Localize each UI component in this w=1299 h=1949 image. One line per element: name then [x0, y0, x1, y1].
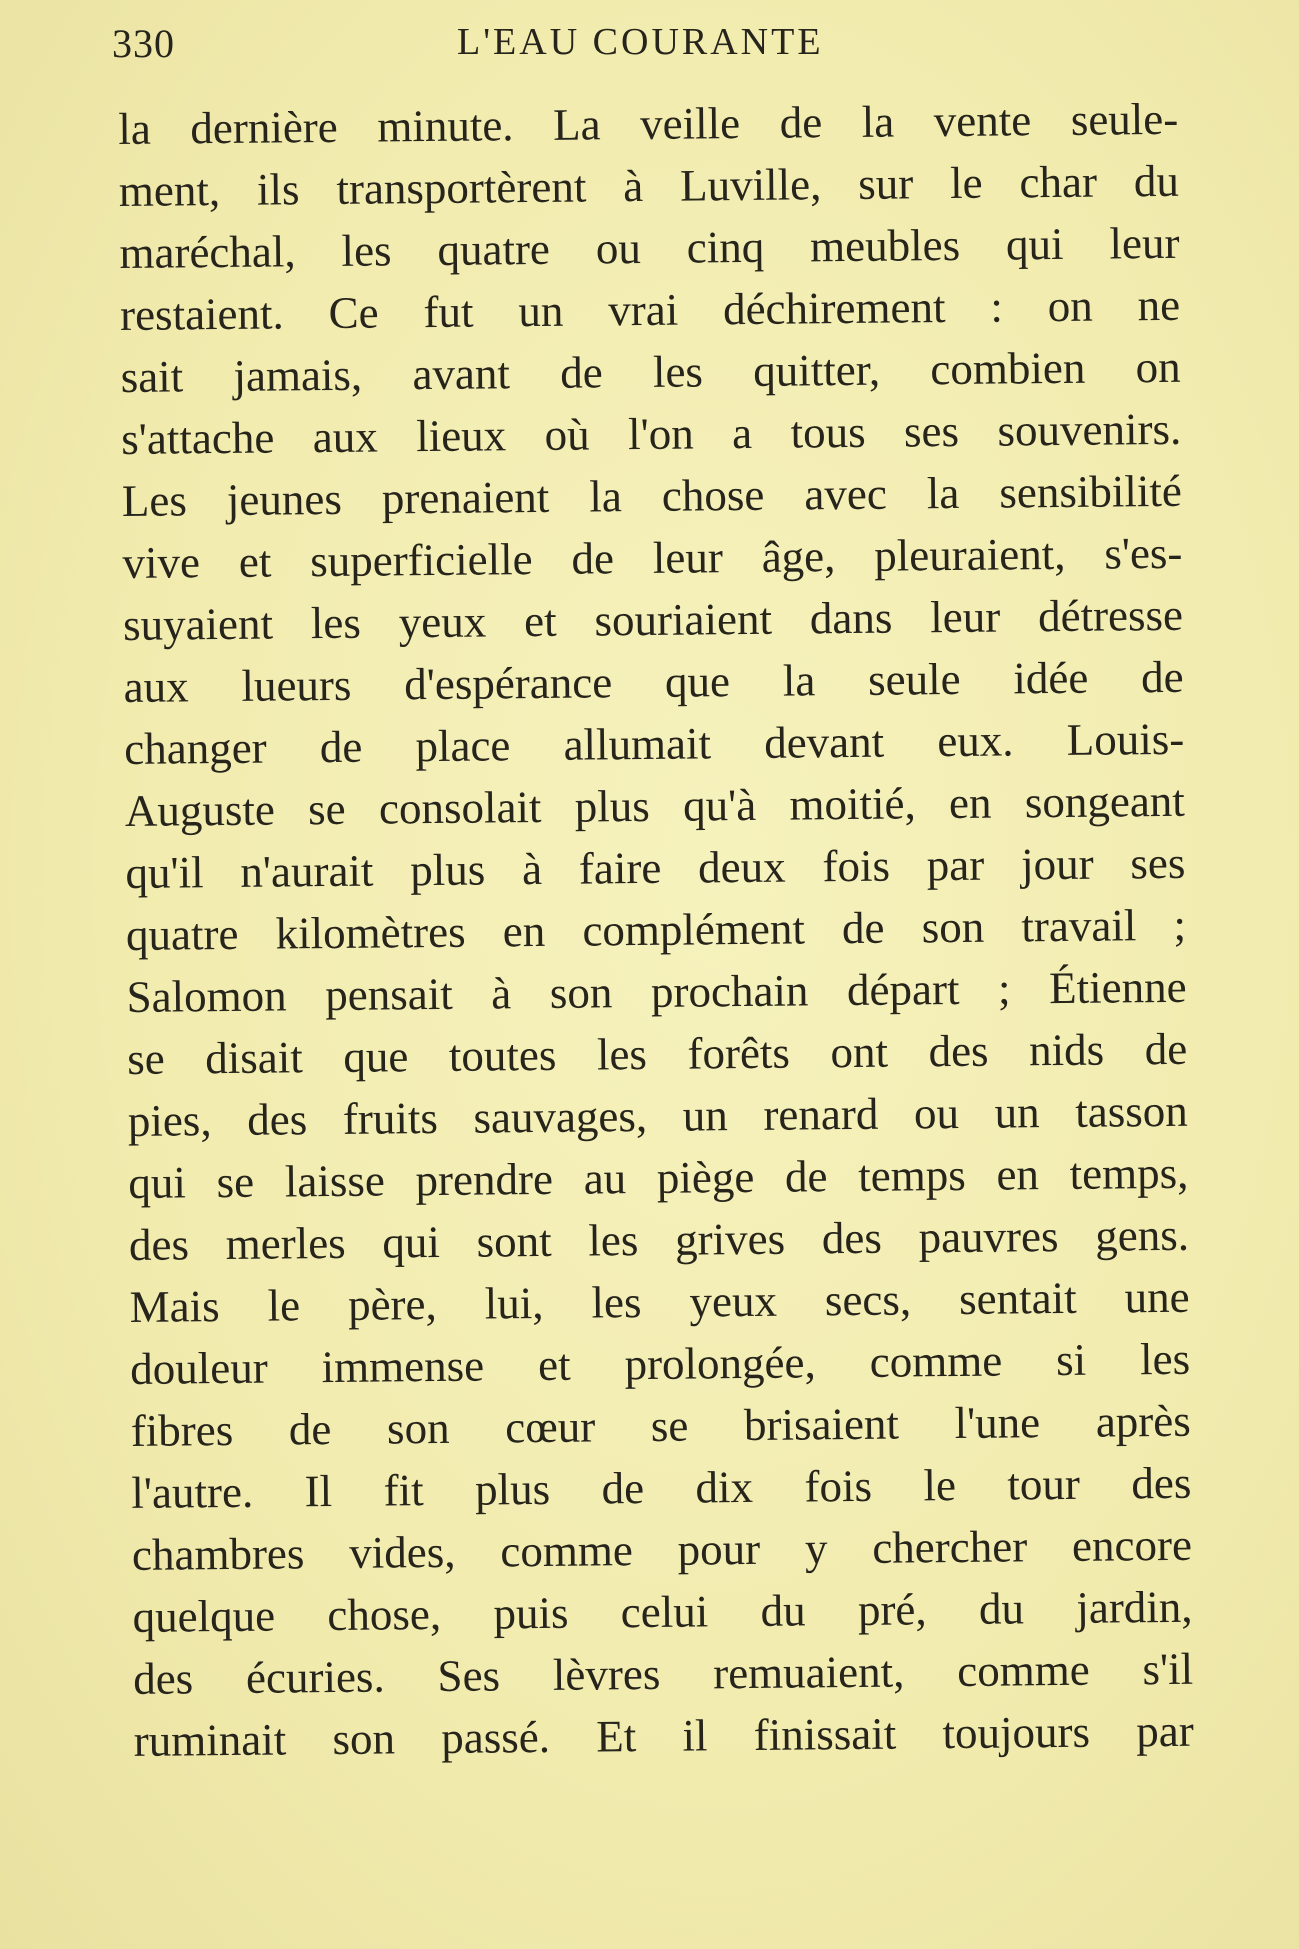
text-line: Les jeunes prenaient la chose avec la sensibilité [121, 465, 1183, 526]
text-line: qui se laisse prendre au piège de temps en temps, [128, 1147, 1189, 1208]
text-line: s'attache aux lieux où l'on a tous ses souvenirs. [121, 403, 1182, 464]
text-line: ruminait son passé. Et il finissait toujours par [133, 1705, 1194, 1766]
text-line: Salomon pensait à son prochain départ ; Étienne [126, 961, 1187, 1022]
page-number: 330 [112, 21, 175, 66]
text-line: changer de place allumait devant eux. Louis- [124, 713, 1185, 774]
text-line: des écuries. Ses lèvres remuaient, comme s'il [132, 1643, 1194, 1704]
text-line: sait jamais, avant de les quitter, combien on [120, 341, 1181, 402]
text-line: vive et superficielle de leur âge, pleuraient, s'es- [122, 527, 1183, 588]
running-title: L'EAU COURANTE [457, 21, 824, 63]
body-text [118, 88, 1194, 1772]
text-line: quelque chose, puis celui du pré, du jardin, [132, 1581, 1193, 1642]
text-line: quatre kilomètres en complément de son travail ; [125, 899, 1187, 960]
page-header [112, 20, 1192, 80]
text-line: restaient. Ce fut un vrai déchirement : on ne [119, 279, 1181, 340]
text-line: douleur immense et prolongée, comme si les [129, 1333, 1191, 1394]
text-line: Mais le père, lui, les yeux secs, sentait une [129, 1271, 1190, 1332]
text-line: chambres vides, comme pour y chercher encore [131, 1519, 1193, 1580]
text-line: maréchal, les quatre ou cinq meubles qui leur [119, 217, 1180, 278]
text-line: se disait que toutes les forêts ont des nids de [126, 1023, 1188, 1084]
text-line: suyaient les yeux et souriaient dans leur détresse [122, 589, 1184, 650]
text-line: fibres de son cœur se brisaient l'une après [130, 1395, 1191, 1456]
text-line: des merles qui sont les grives des pauvres gens. [128, 1209, 1190, 1270]
text-line: aux lueurs d'espérance que la seule idée de [123, 651, 1184, 712]
text-line: Auguste se consolait plus qu'à moitié, en songeant [124, 775, 1186, 836]
text-line: ment, ils transportèrent à Luville, sur le char du [118, 155, 1180, 216]
text-line: la dernière minute. La veille de la vente seule- [118, 93, 1179, 154]
text-line: qu'il n'aurait plus à faire deux fois par jour ses [125, 837, 1186, 898]
text-line: l'autre. Il fit plus de dix fois le tour des [131, 1457, 1192, 1518]
text-line: pies, des fruits sauvages, un renard ou un tasson [127, 1085, 1189, 1146]
